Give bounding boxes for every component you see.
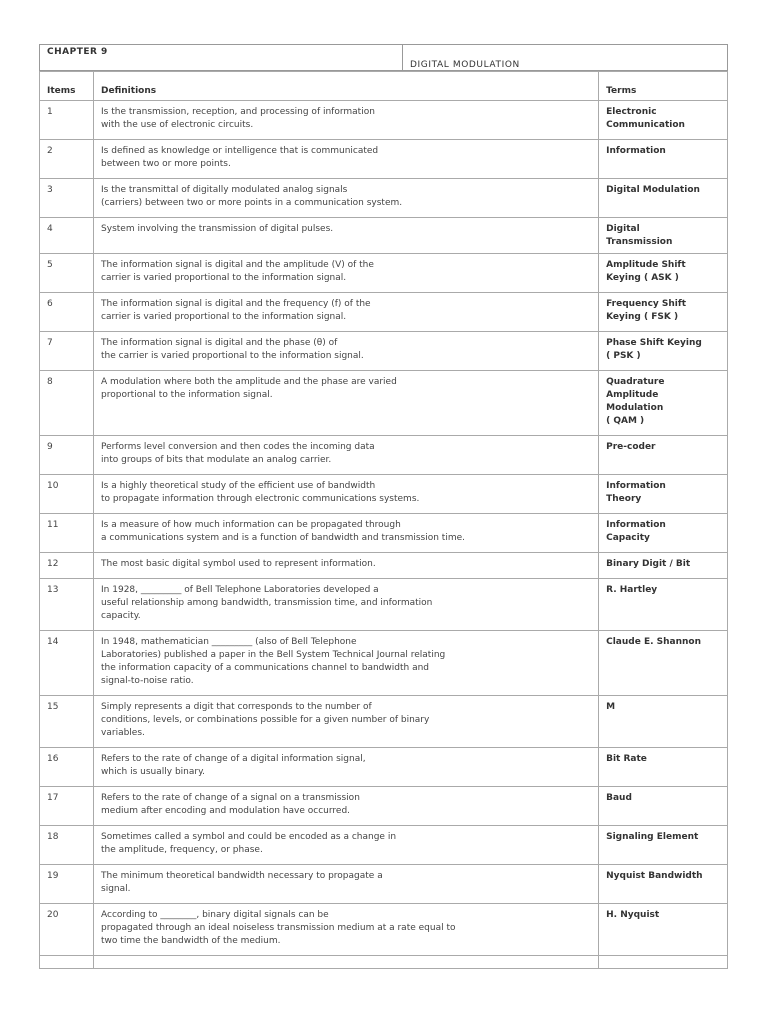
item-number: 20: [40, 904, 94, 956]
term-text: Information Theory: [599, 475, 728, 514]
table-row: [40, 475, 728, 514]
definition-text: Is the transmission, reception, and processing of information with the use of electronic circuits.: [94, 101, 599, 140]
definition-text: Is a highly theoretical study of the efficient use of bandwidth to propagate information through electronic communications systems.: [94, 475, 599, 514]
definition-text: Performs level conversion and then codes the incoming data into groups of bits that modulate an analog carrier.: [94, 436, 599, 475]
term-text: H. Nyquist: [599, 904, 728, 956]
definition-text: Is a measure of how much information can be propagated through a communications system and is a function of bandwidth and transmission time.: [94, 514, 599, 553]
table-row: [40, 579, 728, 631]
definition-text: Is the transmittal of digitally modulated analog signals (carriers) between two or more points in a communication system.: [94, 179, 599, 218]
item-number: 19: [40, 865, 94, 904]
term-text: Amplitude Shift Keying ( ASK ): [599, 254, 728, 293]
item-number: 12: [40, 553, 94, 579]
item-number: 13: [40, 579, 94, 631]
empty-cell: [40, 956, 94, 969]
term-text: Bit Rate: [599, 748, 728, 787]
definition-text: The minimum theoretical bandwidth necessary to propagate a signal.: [94, 865, 599, 904]
table-row: [40, 514, 728, 553]
definition-text: In 1928, _________ of Bell Telephone Laboratories developed a useful relationship among bandwidth, transmission time, and information capacity.: [94, 579, 599, 631]
definition-text: In 1948, mathematician _________ (also of Bell Telephone Laboratories) published a paper in the Bell System Technical Journal relating the information capacity of a communications channel to bandwidth and signal-to-noise ratio.: [94, 631, 599, 696]
term-text: Information: [599, 140, 728, 179]
table-row: [40, 748, 728, 787]
table-row: [40, 787, 728, 826]
column-header-definitions: Definitions: [94, 72, 599, 101]
item-number: 15: [40, 696, 94, 748]
term-text: Phase Shift Keying ( PSK ): [599, 332, 728, 371]
table-row: [40, 218, 728, 254]
table-row: [40, 332, 728, 371]
header-divider: [402, 45, 403, 70]
item-number: 1: [40, 101, 94, 140]
term-text: Information Capacity: [599, 514, 728, 553]
item-number: 18: [40, 826, 94, 865]
definition-text: Simply represents a digit that corresponds to the number of conditions, levels, or combinations possible for a given number of binary variables.: [94, 696, 599, 748]
term-text: Binary Digit / Bit: [599, 553, 728, 579]
empty-cell: [599, 956, 728, 969]
item-number: 14: [40, 631, 94, 696]
table-row-empty: [40, 956, 728, 969]
empty-cell: [94, 956, 599, 969]
term-text: Nyquist Bandwidth: [599, 865, 728, 904]
definition-text: The information signal is digital and the frequency (f) of the carrier is varied proportional to the information signal.: [94, 293, 599, 332]
item-number: 4: [40, 218, 94, 254]
term-text: Pre-coder: [599, 436, 728, 475]
column-header-terms: Terms: [599, 72, 728, 101]
table-row: [40, 631, 728, 696]
item-number: 7: [40, 332, 94, 371]
definition-text: Refers to the rate of change of a digital information signal, which is usually binary.: [94, 748, 599, 787]
term-text: M: [599, 696, 728, 748]
item-number: 11: [40, 514, 94, 553]
item-number: 16: [40, 748, 94, 787]
item-number: 10: [40, 475, 94, 514]
table-row: [40, 371, 728, 436]
definitions-table: [39, 71, 728, 969]
table-row: [40, 101, 728, 140]
term-text: Quadrature Amplitude Modulation ( QAM ): [599, 371, 728, 436]
table-row: [40, 553, 728, 579]
column-header-items: Items: [40, 72, 94, 101]
definition-text: According to ________, binary digital signals can be propagated through an ideal noiseless transmission medium at a rate equal to two time the bandwidth of the medium.: [94, 904, 599, 956]
term-text: Signaling Element: [599, 826, 728, 865]
table-row: [40, 140, 728, 179]
definition-text: The most basic digital symbol used to represent information.: [94, 553, 599, 579]
table-row: [40, 293, 728, 332]
chapter-header: [39, 44, 728, 71]
table-row: [40, 865, 728, 904]
term-text: Frequency Shift Keying ( FSK ): [599, 293, 728, 332]
term-text: Electronic Communication: [599, 101, 728, 140]
table-row: [40, 904, 728, 956]
table-row: [40, 254, 728, 293]
term-text: Digital Modulation: [599, 179, 728, 218]
table-row: [40, 179, 728, 218]
definition-text: Is defined as knowledge or intelligence that is communicated between two or more points.: [94, 140, 599, 179]
item-number: 17: [40, 787, 94, 826]
term-text: Baud: [599, 787, 728, 826]
table-header-row: [40, 72, 728, 101]
table-row: [40, 826, 728, 865]
definition-text: Sometimes called a symbol and could be encoded as a change in the amplitude, frequency, or phase.: [94, 826, 599, 865]
item-number: 3: [40, 179, 94, 218]
definition-text: A modulation where both the amplitude and the phase are varied proportional to the information signal.: [94, 371, 599, 436]
definition-text: Refers to the rate of change of a signal on a transmission medium after encoding and modulation have occurred.: [94, 787, 599, 826]
item-number: 8: [40, 371, 94, 436]
definition-text: The information signal is digital and the phase (θ) of the carrier is varied proportional to the information signal.: [94, 332, 599, 371]
term-text: Digital Transmission: [599, 218, 728, 254]
table-row: [40, 696, 728, 748]
definition-text: System involving the transmission of digital pulses.: [94, 218, 599, 254]
term-text: R. Hartley: [599, 579, 728, 631]
definition-text: The information signal is digital and the amplitude (V) of the carrier is varied proportional to the information signal.: [94, 254, 599, 293]
item-number: 5: [40, 254, 94, 293]
chapter-topic: DIGITAL MODULATION: [410, 60, 520, 70]
term-text: Claude E. Shannon: [599, 631, 728, 696]
item-number: 6: [40, 293, 94, 332]
item-number: 9: [40, 436, 94, 475]
table-row: [40, 436, 728, 475]
item-number: 2: [40, 140, 94, 179]
chapter-label: CHAPTER 9: [47, 47, 108, 57]
